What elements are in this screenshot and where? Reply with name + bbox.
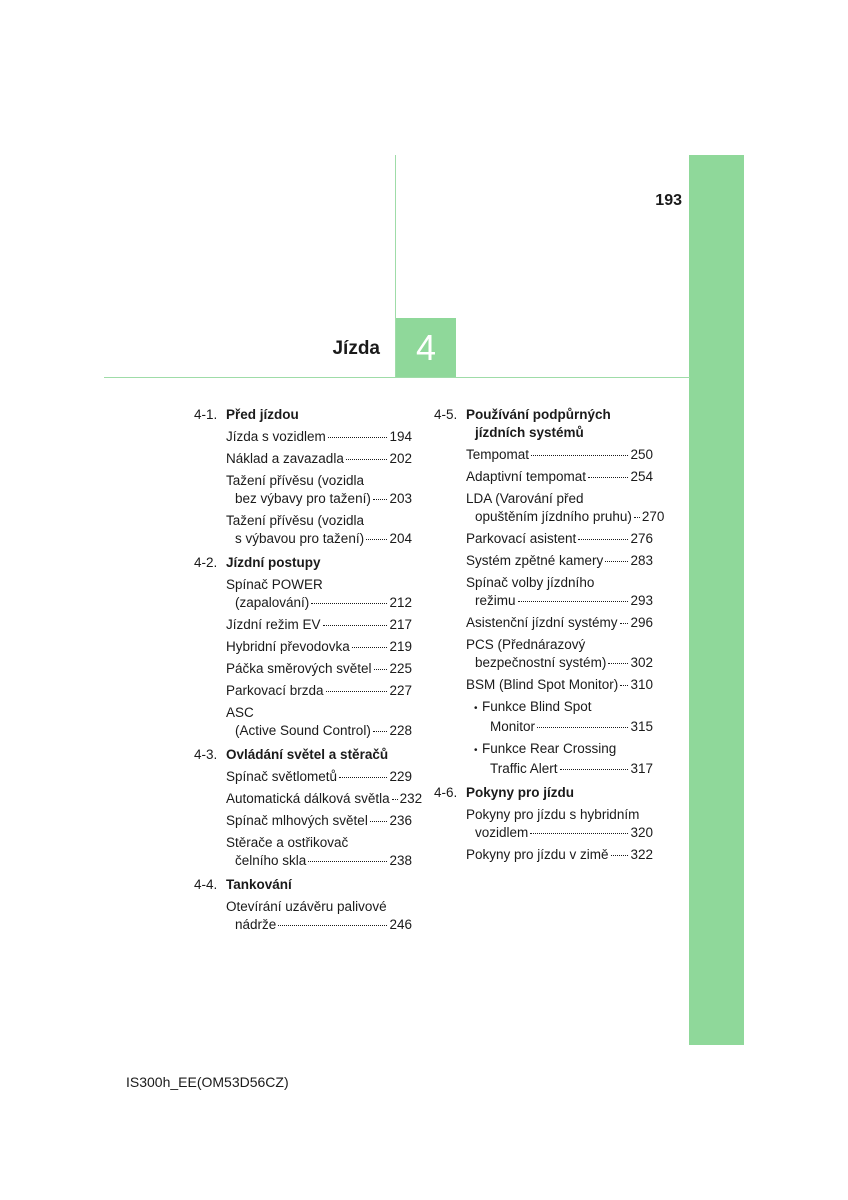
toc-entry[interactable] [226,638,412,656]
section-title-line: jízdních systémů [475,425,584,440]
toc-entry[interactable] [226,616,412,634]
toc-entry[interactable] [226,898,412,934]
entry-lead-text: Tažení přívěsu (vozidla [226,473,365,488]
toc-entry[interactable] [226,834,412,870]
entry-page-number: 317 [630,761,653,776]
section-number: 4-1. [194,407,218,422]
entry-page-number: 229 [389,769,412,784]
entry-title: Jízdní režim EV [226,617,321,632]
entry-lead-text: Pokyny pro jízdu s hybridním [466,807,640,822]
section-title [226,554,321,572]
entry-title: Tempomat [466,447,530,462]
entry-line [226,812,412,830]
entry-page-number: 217 [389,617,412,632]
dot-leader [374,669,388,670]
dot-leader [560,769,629,770]
entry-title: (zapalování) [235,595,310,610]
dot-leader [366,539,387,540]
dot-leader [373,499,388,500]
entry-page-number: 320 [630,825,653,840]
entry-page-number: 254 [630,469,653,484]
dot-leader [530,833,628,834]
entry-title: Náklad a zavazadla [226,451,344,466]
toc-entry[interactable] [466,446,653,464]
toc-entry-list [434,446,665,778]
entry-title: Jízda s vozidlem [226,429,326,444]
entry-page-number: 293 [630,593,653,608]
entry-page-number: 276 [630,531,653,546]
toc-section-heading [434,784,653,802]
toc-entry[interactable] [226,428,412,446]
entry-lead-text: • Funkce Rear Crossing [474,740,653,760]
toc-left-column [194,406,423,940]
entry-line [466,592,653,610]
toc-entry-list [194,898,412,934]
entry-title: Monitor [490,719,536,734]
dot-leader [323,625,388,626]
entry-title: s výbavou pro tažení) [235,531,365,546]
toc-entry[interactable] [466,846,653,864]
header-horizontal-rule [104,377,690,378]
entry-title: Spínač mlhových světel [226,813,368,828]
section-number: 4-4. [194,877,218,892]
dot-leader [392,799,398,800]
section-title [226,406,299,424]
entry-page-number: 296 [630,615,653,630]
entry-title: opuštěním jízdního pruhu) [475,509,632,524]
entry-title: Pokyny pro jízdu v zimě [466,847,609,862]
entry-page-number: 270 [641,509,665,524]
entry-line [226,428,412,446]
dot-leader [308,861,387,862]
toc-section-heading [194,406,412,424]
entry-title: Adaptivní tempomat [466,469,587,484]
entry-line [226,450,412,468]
entry-title: nádrže [235,917,277,932]
dot-leader [620,685,628,686]
entry-page-number: 250 [630,447,653,462]
entry-page-number: 232 [399,791,423,806]
document-code-footer: IS300h_EE(OM53D56CZ) [126,1074,289,1090]
dot-leader [518,601,629,602]
entry-line [226,638,412,656]
toc-entry[interactable] [226,660,412,678]
entry-page-number: 310 [630,677,653,692]
dot-leader [634,517,640,518]
dot-leader [311,603,387,604]
entry-page-number: 246 [389,917,412,932]
entry-line [466,552,653,570]
toc-entry[interactable] [466,676,653,694]
dot-leader [346,459,388,460]
entry-line [226,916,412,934]
section-title-line: Pokyny pro jízdu [466,785,575,800]
entry-page-number: 227 [389,683,412,698]
entry-title: Automatická dálková světla [226,791,390,806]
section-number: 4-3. [194,747,218,762]
section-title [226,746,388,764]
toc-entry[interactable] [226,512,412,548]
dot-leader [278,925,387,926]
dot-leader [531,455,628,456]
entry-line [466,530,653,548]
section-title-line: Používání podpůrných [466,407,611,422]
toc-entry[interactable] [226,812,412,830]
entry-lead-text: Spínač volby jízdního [466,575,595,590]
chapter-number-box: 4 [396,318,456,377]
entry-line [226,790,423,808]
entry-line [226,852,412,870]
entry-title: Hybridní převodovka [226,639,350,654]
dot-leader [537,727,628,728]
entry-title: vozidlem [475,825,529,840]
section-title-line: Před jízdou [226,407,299,422]
entry-line [226,660,412,678]
page-number: 193 [655,192,682,209]
toc-section-heading [434,406,653,442]
toc-section-heading [194,554,412,572]
entry-title: Páčka směrových světel [226,661,372,676]
entry-lead-text: Otevírání uzávěru palivové [226,899,387,914]
dot-leader [352,647,388,648]
toc-entry[interactable] [226,704,412,740]
entry-lead-text: LDA (Varování před [466,491,584,506]
toc-entry[interactable] [466,614,653,632]
toc-entry[interactable] [466,490,665,526]
dot-leader [620,623,629,624]
section-title [466,406,611,442]
entry-lead-text: PCS (Přednárazový [466,637,586,652]
toc-entry[interactable] [466,574,653,610]
entry-title: Parkovací brzda [226,683,324,698]
entry-lead-text: • Funkce Blind Spot [474,698,653,718]
dot-leader [588,477,628,478]
entry-line [466,676,653,694]
entry-line [226,530,412,548]
toc-entry[interactable] [226,790,423,808]
entry-title: režimu [475,593,516,608]
toc-entry-list [434,806,653,864]
dot-leader [608,663,628,664]
entry-line [226,682,412,700]
toc-section-heading [194,746,412,764]
chapter-side-tab [689,155,744,1045]
entry-page-number: 238 [389,853,412,868]
entry-line [466,446,653,464]
entry-line [226,490,412,508]
section-title-line: Tankování [226,877,292,892]
entry-page-number: 315 [630,719,653,734]
dot-leader [370,821,388,822]
entry-title: (Active Sound Control) [235,723,371,738]
section-title [226,876,292,894]
chapter-title: Jízda [332,338,380,359]
toc-entry[interactable] [466,806,653,842]
entry-page-number: 236 [389,813,412,828]
entry-line [466,654,653,672]
entry-page-number: 212 [389,595,412,610]
entry-page-number: 302 [630,655,653,670]
entry-line [466,614,653,632]
entry-page-number: 219 [389,639,412,654]
dot-leader [611,855,629,856]
entry-lead-text: Spínač POWER [226,577,323,592]
entry-title: Spínač světlometů [226,769,338,784]
section-number: 4-6. [434,785,458,800]
entry-page-number: 202 [389,451,412,466]
entry-title: Asistenční jízdní systémy [466,615,618,630]
section-title-line: Ovládání světel a stěračů [226,747,389,762]
entry-page-number: 322 [630,847,653,862]
entry-line [474,718,653,736]
toc-entry[interactable] [466,636,653,672]
entry-title: Traffic Alert [490,761,558,776]
section-number: 4-2. [194,555,218,570]
toc-entry[interactable] [226,682,412,700]
entry-lead-text: ASC [226,705,254,720]
entry-page-number: 204 [389,531,412,546]
section-title-line: Jízdní postupy [226,555,321,570]
dot-leader [373,731,388,732]
entry-page-number: 283 [630,553,653,568]
entry-line [226,594,412,612]
toc-subentry[interactable] [466,698,653,736]
toc-right-column [434,406,665,870]
bullet-icon: • [474,703,478,714]
entry-line [226,616,412,634]
section-number: 4-5. [434,407,458,422]
toc-section-heading [194,876,412,894]
toc-entry-list [194,576,412,740]
entry-title: Parkovací asistent [466,531,577,546]
toc-entry[interactable] [226,768,412,786]
toc-entry-list [194,768,423,870]
entry-line [466,824,653,842]
toc-entry[interactable] [226,450,412,468]
dot-leader [578,539,628,540]
dot-leader [326,691,388,692]
entry-lead-text: Stěrače a ostřikovač [226,835,349,850]
entry-page-number: 194 [389,429,412,444]
entry-title: BSM (Blind Spot Monitor) [466,677,619,692]
entry-lead-text: Tažení přívěsu (vozidla [226,513,365,528]
toc-subentry[interactable] [466,740,653,778]
entry-title: Systém zpětné kamery [466,553,604,568]
entry-title: bez výbavy pro tažení) [235,491,371,506]
toc-entry[interactable] [466,468,653,486]
dot-leader [339,777,387,778]
entry-line [226,768,412,786]
entry-line [474,760,653,778]
dot-leader [328,437,388,438]
toc-entry[interactable] [226,472,412,508]
entry-line [466,846,653,864]
toc-entry-list [194,428,412,548]
entry-line [466,468,653,486]
entry-page-number: 228 [389,723,412,738]
toc-entry[interactable] [466,552,653,570]
section-title [466,784,574,802]
dot-leader [605,561,628,562]
toc-entry[interactable] [226,576,412,612]
entry-title: čelního skla [235,853,307,868]
bullet-icon: • [474,745,478,756]
entry-line [226,722,412,740]
toc-entry[interactable] [466,530,653,548]
entry-page-number: 203 [389,491,412,506]
entry-line [466,508,665,526]
entry-title: bezpečnostní systém) [475,655,607,670]
entry-page-number: 225 [389,661,412,676]
